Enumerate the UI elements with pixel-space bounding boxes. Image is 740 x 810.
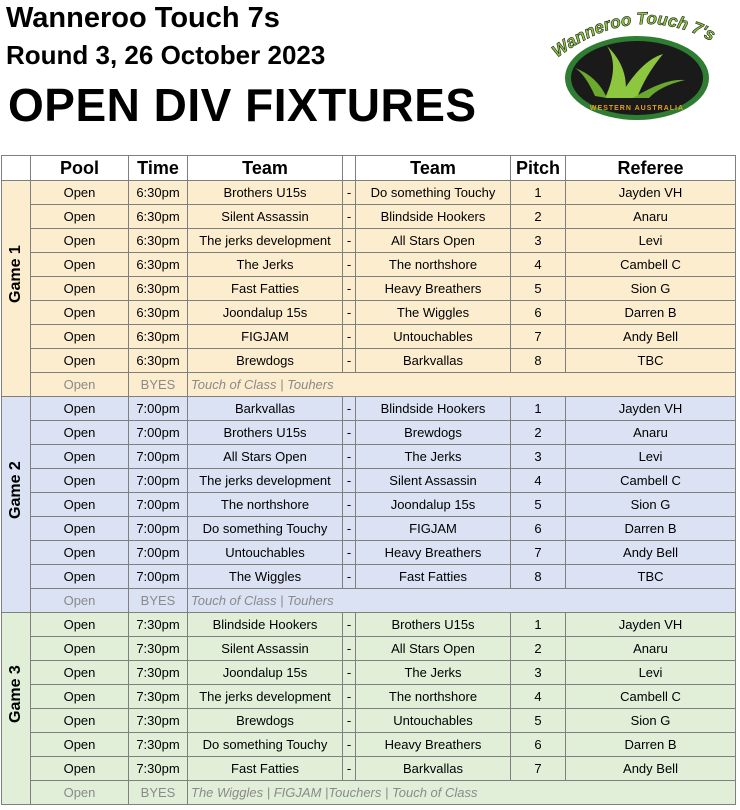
pool-cell: Open	[31, 421, 129, 445]
pool-cell: Open	[31, 517, 129, 541]
team1-cell: Do something Touchy	[188, 733, 343, 757]
separator-cell: -	[343, 325, 356, 349]
bye-teams-cell: The Wiggles | FIGJAM |Touchers | Touch of Class	[188, 781, 736, 805]
separator-cell: -	[343, 541, 356, 565]
pitch-cell: 6	[511, 517, 566, 541]
pitch-cell: 2	[511, 421, 566, 445]
team2-cell: The Jerks	[356, 445, 511, 469]
referee-cell: Andy Bell	[566, 541, 736, 565]
pool-cell: Open	[31, 229, 129, 253]
team1-cell: Silent Assassin	[188, 205, 343, 229]
wanneroo-touch-logo	[545, 6, 725, 126]
team2-cell: The Wiggles	[356, 301, 511, 325]
pool-cell: Open	[31, 325, 129, 349]
fixture-row	[2, 637, 736, 661]
separator-cell: -	[343, 253, 356, 277]
separator-cell: -	[343, 637, 356, 661]
fixture-row	[2, 397, 736, 421]
game-label-text: Game 3	[7, 664, 24, 723]
bye-row	[2, 781, 736, 805]
referee-cell: Cambell C	[566, 685, 736, 709]
team1-cell: All Stars Open	[188, 445, 343, 469]
bye-pool-cell: Open	[31, 781, 129, 805]
team1-cell: Joondalup 15s	[188, 661, 343, 685]
separator-cell: -	[343, 565, 356, 589]
team2-cell: Blindside Hookers	[356, 205, 511, 229]
referee-cell: Andy Bell	[566, 757, 736, 781]
pitch-cell: 2	[511, 637, 566, 661]
page-title: OPEN DIV FIXTURES	[8, 79, 477, 131]
separator-cell: -	[343, 301, 356, 325]
time-cell: 7:30pm	[129, 613, 188, 637]
separator-cell: -	[343, 277, 356, 301]
team2-cell: The northshore	[356, 253, 511, 277]
separator-cell: -	[343, 517, 356, 541]
separator-cell: -	[343, 229, 356, 253]
separator-cell: -	[343, 709, 356, 733]
pool-cell: Open	[31, 733, 129, 757]
team1-cell: Brothers U15s	[188, 421, 343, 445]
team2-cell: Untouchables	[356, 709, 511, 733]
fixture-row	[2, 685, 736, 709]
separator-cell: -	[343, 445, 356, 469]
time-cell: 7:00pm	[129, 421, 188, 445]
fixture-row	[2, 709, 736, 733]
pitch-cell: 3	[511, 661, 566, 685]
referee-cell: Anaru	[566, 421, 736, 445]
pitch-cell: 5	[511, 709, 566, 733]
bye-teams-cell: Touch of Class | Touhers	[188, 373, 736, 397]
referee-cell: Sion G	[566, 709, 736, 733]
team2-cell: The Jerks	[356, 661, 511, 685]
fixture-row	[2, 181, 736, 205]
separator-cell: -	[343, 661, 356, 685]
header-sep	[343, 156, 356, 181]
team2-cell: FIGJAM	[356, 517, 511, 541]
pitch-cell: 7	[511, 757, 566, 781]
game-label	[2, 613, 31, 805]
team1-cell: The jerks development	[188, 229, 343, 253]
referee-cell: Sion G	[566, 493, 736, 517]
pool-cell: Open	[31, 205, 129, 229]
time-cell: 7:00pm	[129, 541, 188, 565]
referee-cell: Anaru	[566, 205, 736, 229]
pitch-cell: 3	[511, 229, 566, 253]
bye-label-cell: BYES	[129, 589, 188, 613]
pitch-cell: 4	[511, 469, 566, 493]
time-cell: 7:00pm	[129, 565, 188, 589]
logo-sub-text: WESTERN AUSTRALIA	[589, 105, 685, 112]
pool-cell: Open	[31, 685, 129, 709]
team2-cell: Blindside Hookers	[356, 397, 511, 421]
referee-cell: Jayden VH	[566, 181, 736, 205]
time-cell: 6:30pm	[129, 205, 188, 229]
bye-teams-cell: Touch of Class | Touhers	[188, 589, 736, 613]
separator-cell: -	[343, 469, 356, 493]
fixture-row	[2, 229, 736, 253]
time-cell: 6:30pm	[129, 181, 188, 205]
team2-cell: Barkvallas	[356, 349, 511, 373]
separator-cell: -	[343, 685, 356, 709]
team2-cell: Heavy Breathers	[356, 733, 511, 757]
team2-cell: Fast Fatties	[356, 565, 511, 589]
team2-cell: Barkvallas	[356, 757, 511, 781]
bye-pool-cell: Open	[31, 589, 129, 613]
logo-arc-text: Wanneroo Touch 7's	[548, 8, 719, 62]
pool-cell: Open	[31, 301, 129, 325]
bye-row	[2, 373, 736, 397]
team2-cell: Joondalup 15s	[356, 493, 511, 517]
fixture-row	[2, 421, 736, 445]
pool-cell: Open	[31, 565, 129, 589]
separator-cell: -	[343, 349, 356, 373]
separator-cell: -	[343, 757, 356, 781]
pitch-cell: 3	[511, 445, 566, 469]
team1-cell: The jerks development	[188, 469, 343, 493]
fixture-row	[2, 733, 736, 757]
fixture-row	[2, 613, 736, 637]
header-pitch: Pitch	[511, 156, 566, 181]
pool-cell: Open	[31, 493, 129, 517]
pitch-cell: 8	[511, 565, 566, 589]
team1-cell: The northshore	[188, 493, 343, 517]
pool-cell: Open	[31, 637, 129, 661]
fixture-row	[2, 661, 736, 685]
bye-label-cell: BYES	[129, 781, 188, 805]
pool-cell: Open	[31, 181, 129, 205]
team2-cell: All Stars Open	[356, 637, 511, 661]
pool-cell: Open	[31, 757, 129, 781]
bye-row	[2, 589, 736, 613]
separator-cell: -	[343, 733, 356, 757]
team1-cell: Silent Assassin	[188, 637, 343, 661]
bye-label-cell: BYES	[129, 373, 188, 397]
pitch-cell: 4	[511, 685, 566, 709]
fixture-row	[2, 349, 736, 373]
team1-cell: The jerks development	[188, 685, 343, 709]
separator-cell: -	[343, 181, 356, 205]
referee-cell: TBC	[566, 349, 736, 373]
pool-cell: Open	[31, 277, 129, 301]
pitch-cell: 1	[511, 613, 566, 637]
team1-cell: FIGJAM	[188, 325, 343, 349]
referee-cell: Cambell C	[566, 253, 736, 277]
team1-cell: Untouchables	[188, 541, 343, 565]
fixture-row	[2, 325, 736, 349]
game-label-text: Game 2	[7, 460, 24, 519]
time-cell: 7:30pm	[129, 637, 188, 661]
team1-cell: Barkvallas	[188, 397, 343, 421]
team1-cell: Do something Touchy	[188, 517, 343, 541]
header-row	[2, 156, 736, 181]
round-date: Round 3, 26 October 2023	[6, 40, 326, 70]
pitch-cell: 7	[511, 541, 566, 565]
pitch-cell: 5	[511, 493, 566, 517]
team2-cell: Heavy Breathers	[356, 277, 511, 301]
separator-cell: -	[343, 613, 356, 637]
fixture-row	[2, 445, 736, 469]
team1-cell: The Jerks	[188, 253, 343, 277]
pitch-cell: 1	[511, 397, 566, 421]
referee-cell: Jayden VH	[566, 613, 736, 637]
team2-cell: Heavy Breathers	[356, 541, 511, 565]
header-time: Time	[129, 156, 188, 181]
time-cell: 6:30pm	[129, 325, 188, 349]
pitch-cell: 4	[511, 253, 566, 277]
team1-cell: Fast Fatties	[188, 277, 343, 301]
fixture-row	[2, 517, 736, 541]
time-cell: 6:30pm	[129, 229, 188, 253]
team2-cell: All Stars Open	[356, 229, 511, 253]
team2-cell: Brothers U15s	[356, 613, 511, 637]
fixture-row	[2, 469, 736, 493]
team2-cell: Untouchables	[356, 325, 511, 349]
fixture-row	[2, 277, 736, 301]
game-label	[2, 181, 31, 397]
fixture-row	[2, 301, 736, 325]
time-cell: 7:00pm	[129, 469, 188, 493]
pitch-cell: 6	[511, 301, 566, 325]
time-cell: 7:00pm	[129, 397, 188, 421]
pitch-cell: 7	[511, 325, 566, 349]
time-cell: 7:00pm	[129, 445, 188, 469]
team1-cell: Fast Fatties	[188, 757, 343, 781]
fixtures-table	[1, 155, 736, 805]
event-title: Wanneroo Touch 7s	[6, 2, 280, 34]
time-cell: 6:30pm	[129, 253, 188, 277]
fixture-row	[2, 541, 736, 565]
header-team2: Team	[356, 156, 511, 181]
pitch-cell: 1	[511, 181, 566, 205]
fixture-row	[2, 205, 736, 229]
pool-cell: Open	[31, 397, 129, 421]
pool-cell: Open	[31, 253, 129, 277]
team1-cell: Joondalup 15s	[188, 301, 343, 325]
pitch-cell: 5	[511, 277, 566, 301]
team2-cell: Silent Assassin	[356, 469, 511, 493]
referee-cell: TBC	[566, 565, 736, 589]
game-label	[2, 397, 31, 613]
team1-cell: The Wiggles	[188, 565, 343, 589]
fixture-row	[2, 757, 736, 781]
header-pool: Pool	[31, 156, 129, 181]
fixture-row	[2, 253, 736, 277]
time-cell: 6:30pm	[129, 349, 188, 373]
separator-cell: -	[343, 421, 356, 445]
referee-cell: Cambell C	[566, 469, 736, 493]
team2-cell: The northshore	[356, 685, 511, 709]
pool-cell: Open	[31, 661, 129, 685]
header-blank	[2, 156, 31, 181]
time-cell: 7:30pm	[129, 685, 188, 709]
pitch-cell: 2	[511, 205, 566, 229]
referee-cell: Levi	[566, 445, 736, 469]
game-label-text: Game 1	[7, 244, 24, 303]
time-cell: 7:30pm	[129, 757, 188, 781]
separator-cell: -	[343, 493, 356, 517]
time-cell: 6:30pm	[129, 277, 188, 301]
pool-cell: Open	[31, 445, 129, 469]
time-cell: 7:00pm	[129, 517, 188, 541]
fixture-row	[2, 493, 736, 517]
separator-cell: -	[343, 397, 356, 421]
referee-cell: Andy Bell	[566, 325, 736, 349]
fixture-row	[2, 565, 736, 589]
team1-cell: Brothers U15s	[188, 181, 343, 205]
team2-cell: Do something Touchy	[356, 181, 511, 205]
referee-cell: Darren B	[566, 517, 736, 541]
pool-cell: Open	[31, 349, 129, 373]
separator-cell: -	[343, 205, 356, 229]
referee-cell: Levi	[566, 229, 736, 253]
referee-cell: Anaru	[566, 637, 736, 661]
team1-cell: Brewdogs	[188, 709, 343, 733]
referee-cell: Darren B	[566, 733, 736, 757]
bye-pool-cell: Open	[31, 373, 129, 397]
pool-cell: Open	[31, 613, 129, 637]
team1-cell: Blindside Hookers	[188, 613, 343, 637]
time-cell: 7:30pm	[129, 733, 188, 757]
time-cell: 7:30pm	[129, 709, 188, 733]
time-cell: 7:00pm	[129, 493, 188, 517]
pitch-cell: 6	[511, 733, 566, 757]
pool-cell: Open	[31, 709, 129, 733]
team2-cell: Brewdogs	[356, 421, 511, 445]
pool-cell: Open	[31, 469, 129, 493]
referee-cell: Sion G	[566, 277, 736, 301]
referee-cell: Darren B	[566, 301, 736, 325]
referee-cell: Jayden VH	[566, 397, 736, 421]
referee-cell: Levi	[566, 661, 736, 685]
pool-cell: Open	[31, 541, 129, 565]
header-referee: Referee	[566, 156, 736, 181]
team1-cell: Brewdogs	[188, 349, 343, 373]
header-team1: Team	[188, 156, 343, 181]
time-cell: 7:30pm	[129, 661, 188, 685]
pitch-cell: 8	[511, 349, 566, 373]
time-cell: 6:30pm	[129, 301, 188, 325]
